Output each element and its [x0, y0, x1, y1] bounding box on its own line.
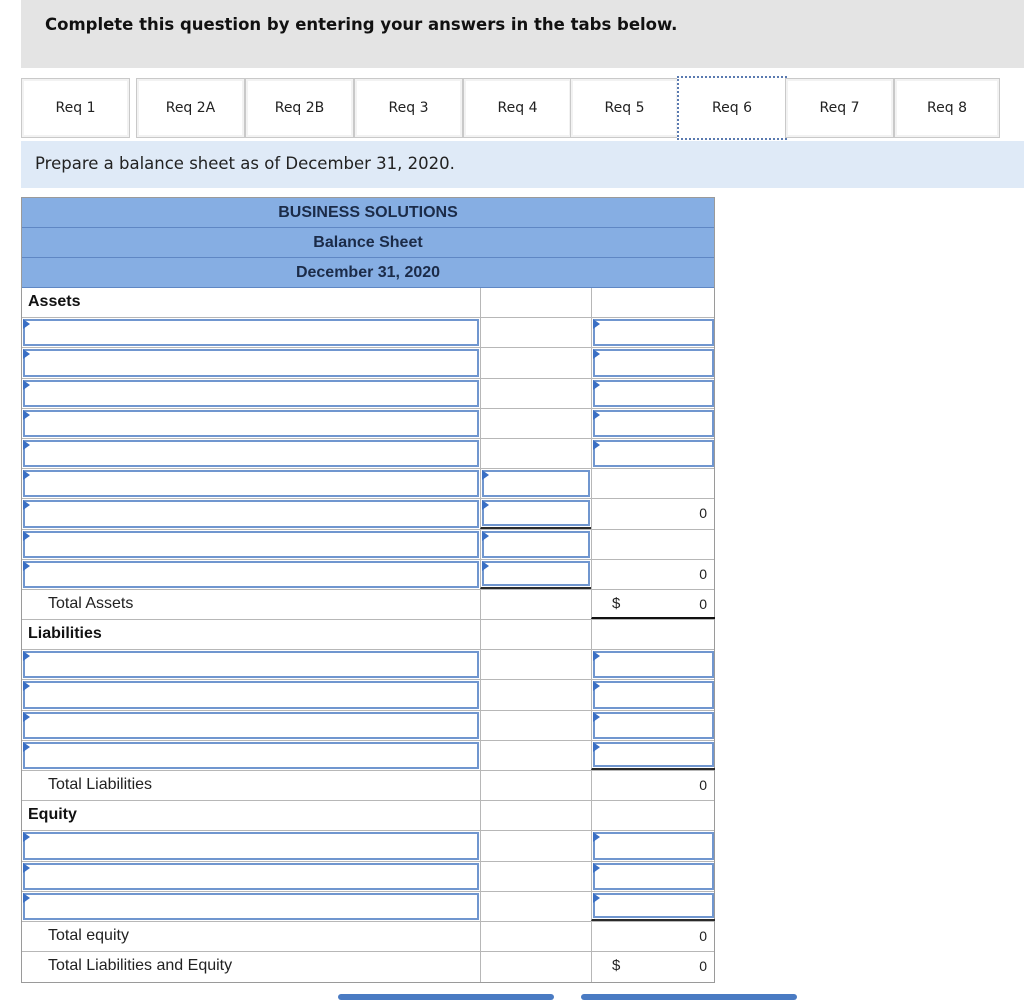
- prompt-bar: [21, 141, 1024, 188]
- asset-name-input[interactable]: [23, 531, 479, 558]
- liability-amount-input[interactable]: [593, 712, 714, 739]
- section-row: [22, 288, 714, 318]
- equity-name-input[interactable]: [23, 863, 479, 890]
- next-button[interactable]: [581, 994, 797, 1000]
- tab-req-3[interactable]: Req 3: [354, 78, 463, 138]
- asset-detail-input[interactable]: [482, 561, 590, 586]
- total-liabilities-value: 0: [699, 777, 707, 793]
- asset-subtotal-value: 0: [699, 565, 707, 582]
- statement-title: Balance Sheet: [22, 228, 714, 258]
- table-row: [22, 318, 714, 348]
- total-liabilities-row: [22, 771, 714, 801]
- table-row: [22, 711, 714, 741]
- company-name: BUSINESS SOLUTIONS: [22, 198, 714, 228]
- equity-name-input[interactable]: [23, 832, 479, 859]
- total-equity-row: [22, 922, 714, 952]
- balance-sheet: [21, 197, 715, 983]
- equity-amount-input[interactable]: [593, 863, 714, 890]
- total-equity-value: 0: [699, 927, 707, 944]
- equity-heading: Equity: [28, 806, 77, 824]
- tab-req-6[interactable]: Req 6: [677, 76, 787, 140]
- tab-req-1[interactable]: Req 1: [21, 78, 130, 138]
- total-assets-label: Total Assets: [48, 594, 134, 612]
- total-equity-label: Total equity: [48, 926, 129, 944]
- asset-name-input[interactable]: [23, 470, 479, 497]
- total-liabilities-equity-label: Total Liabilities and Equity: [48, 957, 233, 975]
- table-row: [22, 862, 714, 892]
- statement-date: December 31, 2020: [22, 258, 714, 288]
- asset-detail-input[interactable]: [482, 500, 590, 525]
- tab-req-4[interactable]: Req 4: [463, 78, 572, 138]
- liability-name-input[interactable]: [23, 712, 479, 739]
- currency-symbol: $: [612, 957, 621, 975]
- prompt-text: Prepare a balance sheet as of December 31, 2020.: [35, 154, 455, 173]
- liabilities-heading: Liabilities: [28, 625, 102, 643]
- asset-detail-input[interactable]: [482, 531, 590, 558]
- table-row: [22, 530, 714, 560]
- instructions-text: Complete this question by entering your answers in the tabs below.: [45, 15, 678, 34]
- asset-subtotal-value: 0: [699, 505, 707, 522]
- asset-amount-input[interactable]: [593, 349, 714, 376]
- instructions-bar: [21, 0, 1024, 68]
- table-row: [22, 831, 714, 861]
- equity-amount-input[interactable]: [593, 893, 714, 918]
- table-row: [22, 439, 714, 469]
- liability-amount-input[interactable]: [593, 651, 714, 678]
- table-row: [22, 650, 714, 680]
- table-row: [22, 379, 714, 409]
- assets-heading: Assets: [28, 293, 81, 310]
- asset-detail-input[interactable]: [482, 470, 590, 497]
- asset-amount-input[interactable]: [593, 380, 714, 407]
- asset-amount-input[interactable]: [593, 440, 714, 467]
- requirement-tabs: [21, 76, 1024, 140]
- asset-name-input[interactable]: [23, 440, 479, 467]
- prev-button[interactable]: [338, 994, 554, 1000]
- tab-req-2b[interactable]: Req 2B: [245, 78, 354, 138]
- total-liabilities-equity-row: [22, 952, 714, 982]
- total-assets-row: [22, 590, 714, 620]
- table-row: [22, 409, 714, 439]
- table-row: [22, 348, 714, 378]
- asset-name-input[interactable]: [23, 319, 479, 346]
- table-row: [22, 469, 714, 499]
- currency-symbol: $: [612, 594, 621, 612]
- asset-amount-input[interactable]: [593, 410, 714, 437]
- liability-name-input[interactable]: [23, 681, 479, 708]
- tab-req-8[interactable]: Req 8: [894, 78, 1000, 138]
- liability-name-input[interactable]: [23, 651, 479, 678]
- table-row: [22, 499, 714, 529]
- asset-amount-input[interactable]: [593, 319, 714, 346]
- asset-name-input[interactable]: [23, 410, 479, 437]
- section-row: [22, 801, 714, 831]
- asset-name-input[interactable]: [23, 380, 479, 407]
- total-assets-value: 0: [699, 595, 707, 612]
- table-row: [22, 560, 714, 590]
- liability-name-input[interactable]: [23, 742, 479, 769]
- tab-req-5[interactable]: Req 5: [570, 78, 679, 138]
- liability-amount-input[interactable]: [593, 742, 714, 767]
- total-liabilities-label: Total Liabilities: [48, 776, 153, 793]
- equity-name-input[interactable]: [23, 893, 479, 920]
- section-row: [22, 620, 714, 650]
- tab-req-7[interactable]: Req 7: [785, 78, 894, 138]
- table-row: [22, 741, 714, 771]
- asset-name-input[interactable]: [23, 500, 479, 527]
- tab-req-2a[interactable]: Req 2A: [136, 78, 245, 138]
- table-row: [22, 680, 714, 710]
- asset-name-input[interactable]: [23, 561, 479, 588]
- asset-name-input[interactable]: [23, 349, 479, 376]
- equity-amount-input[interactable]: [593, 832, 714, 859]
- total-liabilities-equity-value: 0: [699, 958, 707, 975]
- table-row: [22, 892, 714, 922]
- liability-amount-input[interactable]: [593, 681, 714, 708]
